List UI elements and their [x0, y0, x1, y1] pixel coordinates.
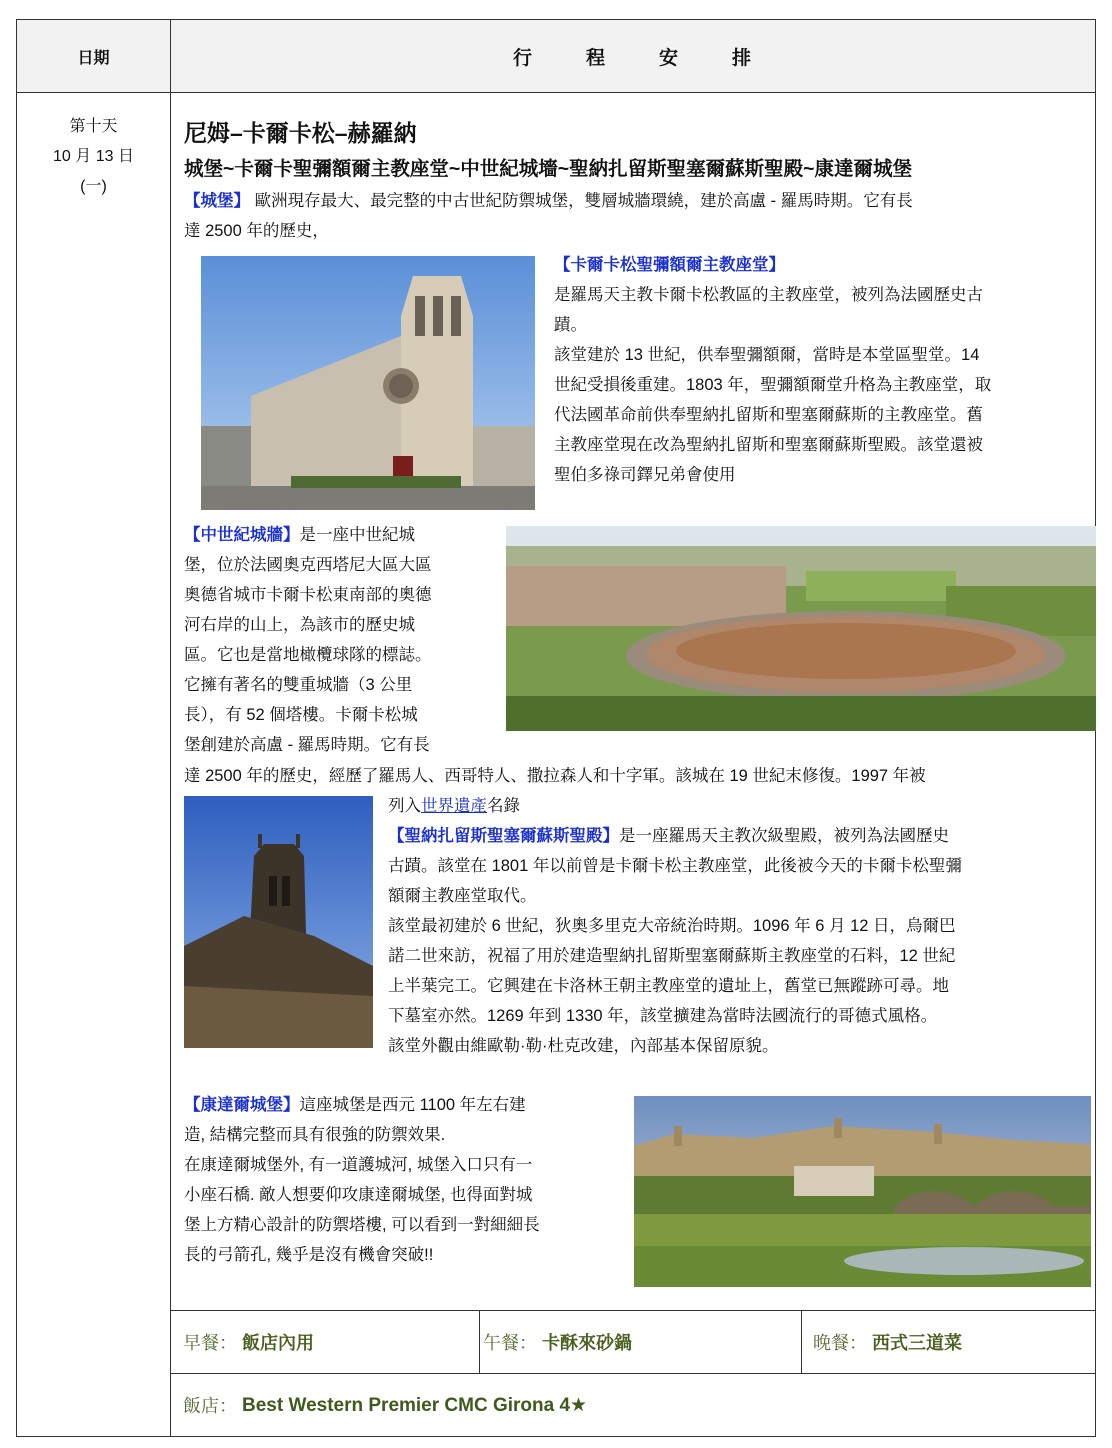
dinner-label: 晚餐： — [813, 1333, 867, 1353]
basilica-text: 額爾主教座堂取代。 — [388, 887, 537, 905]
itinerary-table — [16, 19, 1096, 1437]
basilica-text: 該堂最初建於 6 世紀，狄奧多里克大帝統治時期。1096 年 6 月 12 日，烏爾巴 — [388, 917, 956, 935]
comtal-paragraph — [184, 1090, 624, 1270]
castle-text: 達 2500 年的歷史， — [184, 222, 329, 240]
walls-label: 【中世紀城牆】 — [184, 526, 300, 544]
cathedral-text: 世紀受損後重建。1803 年，聖彌額爾堂升格為主教座堂，取 — [554, 376, 992, 394]
aerial-city-photo — [506, 526, 1096, 731]
hotel-row — [171, 1373, 1095, 1437]
day-weekday: (一) — [80, 178, 107, 195]
comtal-text: 小座石橋. 敵人想要仰攻康達爾城堡, 也得面對城 — [184, 1186, 533, 1204]
dinner-cell — [813, 1311, 962, 1373]
route-title: 尼姆–卡爾卡松–赫羅納 — [184, 120, 417, 146]
comtal-label: 【康達爾城堡】 — [184, 1096, 300, 1114]
basilica-text: 下墓室亦然。1269 年到 1330 年，該堂擴建為當時法國流行的哥德式風格。 — [388, 1007, 938, 1025]
cathedral-photo — [201, 256, 535, 510]
cathedral-paragraph — [554, 250, 1094, 490]
basilica-text: 諾二世來訪，祝福了用於建造聖納扎留斯聖塞爾蘇斯主教座堂的石料，12 世紀 — [388, 947, 956, 965]
basilica-text: 該堂外觀由維歐勒·勒·杜克改建，內部基本保留原貌。 — [388, 1037, 779, 1055]
header-char: 程 — [585, 47, 607, 69]
basilica-paragraph — [388, 821, 1094, 1061]
cathedral-text: 主教座堂現在改為聖納扎留斯和聖塞爾蘇斯聖殿。該堂還被 — [554, 436, 983, 454]
walls-text: 堡，位於法國奧克西塔尼大區大區 — [184, 556, 432, 574]
comtal-text: 堡上方精心設計的防禦塔樓, 可以看到一對細細長 — [184, 1216, 540, 1234]
basilica-text: 古蹟。該堂在 1801 年以前曾是卡爾卡松主教座堂，此後被今天的卡爾卡松聖彌 — [388, 857, 962, 875]
schedule-column-header — [171, 20, 1095, 92]
column-divider — [170, 20, 171, 1436]
lunch-cell — [483, 1311, 632, 1373]
walls-text: 長），有 52 個塔樓。卡爾卡松城 — [184, 706, 418, 724]
comtal-castle-photo — [634, 1096, 1091, 1287]
walls-text: 列入 — [388, 797, 421, 815]
day-label: 第十天 — [69, 118, 118, 135]
day-info — [17, 112, 170, 202]
meal-divider — [479, 1311, 480, 1373]
hotel-label: 飯店： — [183, 1396, 237, 1416]
header-char: 安 — [659, 47, 681, 69]
walls-text: 河右岸的山上，為該市的歷史城 — [184, 616, 415, 634]
walls-text: 區。它也是當地橄欖球隊的標誌。 — [184, 646, 432, 664]
walls-full-line: 達 2500 年的歷史，經歷了羅馬人、西哥特人、撒拉森人和十字軍。該城在 19 世紀末修復。1997 年被 — [184, 767, 926, 785]
cathedral-text: 是羅馬天主教卡爾卡松教區的主教座堂，被列為法國歷史古 — [554, 286, 983, 304]
world-heritage-line — [388, 791, 1088, 821]
meal-divider — [801, 1311, 802, 1373]
breakfast-label: 早餐： — [183, 1333, 237, 1353]
hotel-name: Best Western Premier CMC Girona 4★ — [242, 1394, 588, 1416]
dinner-value: 西式三道菜 — [872, 1333, 963, 1353]
walls-text: 奧德省城市卡爾卡松東南部的奧德 — [184, 586, 432, 604]
cathedral-text: 代法國革命前供奉聖納扎留斯和聖塞爾蘇斯的主教座堂。舊 — [554, 406, 983, 424]
castle-label: 【城堡】 — [184, 192, 250, 210]
walls-text: 堡創建於高盧 - 羅馬時期。它有長 — [184, 736, 430, 754]
world-heritage-link[interactable]: 世界遺產 — [421, 797, 487, 815]
cathedral-text: 聖伯多祿司鐸兄弟會使用 — [554, 466, 736, 484]
breakfast-value: 飯店內用 — [242, 1333, 315, 1353]
date-column-header: 日期 — [77, 49, 110, 67]
basilica-text: 是一座羅馬天主教次級聖殿，被列為法國歷史 — [619, 827, 949, 845]
comtal-text: 造, 結構完整而具有很強的防禦效果. — [184, 1126, 446, 1144]
header-char: 排 — [732, 47, 754, 69]
comtal-text: 在康達爾城堡外, 有一道護城河, 城堡入口只有一 — [184, 1156, 533, 1174]
meals-row — [171, 1310, 1095, 1374]
basilica-text: 上半葉完工。它興建在卡洛林王朝主教座堂的遺址上，舊堂已無蹤跡可尋。地 — [388, 977, 949, 995]
highlights: 城堡~卡爾卡聖彌額爾主教座堂~中世紀城墻~聖納扎留斯聖塞爾蘇斯聖殿~康達爾城堡 — [184, 158, 913, 180]
cathedral-text: 蹟。 — [554, 316, 587, 334]
castle-paragraph — [184, 186, 1084, 246]
basilica-photo — [184, 796, 373, 1048]
breakfast-cell — [183, 1311, 314, 1373]
cathedral-label: 【卡爾卡松聖彌額爾主教座堂】 — [554, 256, 785, 274]
lunch-value: 卡酥來砂鍋 — [542, 1333, 633, 1353]
walls-text: 名錄 — [487, 797, 520, 815]
day-date: 10 月 13 日 — [53, 148, 134, 165]
lunch-label: 午餐： — [483, 1333, 537, 1353]
cathedral-text: 該堂建於 13 世紀，供奉聖彌額爾，當時是本堂區聖堂。14 — [554, 346, 980, 364]
walls-text: 是一座中世紀城 — [299, 526, 415, 544]
comtal-text: 這座城堡是西元 1100 年左右建 — [299, 1096, 526, 1114]
castle-text: 歐洲現存最大、最完整的中古世紀防禦城堡，雙層城牆環繞，建於高盧 - 羅馬時期。它有長 — [250, 192, 913, 210]
basilica-label: 【聖納扎留斯聖塞爾蘇斯聖殿】 — [388, 827, 619, 845]
walls-text: 它擁有著名的雙重城牆（3 公里 — [184, 676, 413, 694]
comtal-text: 長的弓箭孔, 幾乎是沒有機會突破!! — [184, 1246, 434, 1264]
header-char: 行 — [512, 47, 534, 69]
walls-paragraph — [184, 520, 504, 760]
